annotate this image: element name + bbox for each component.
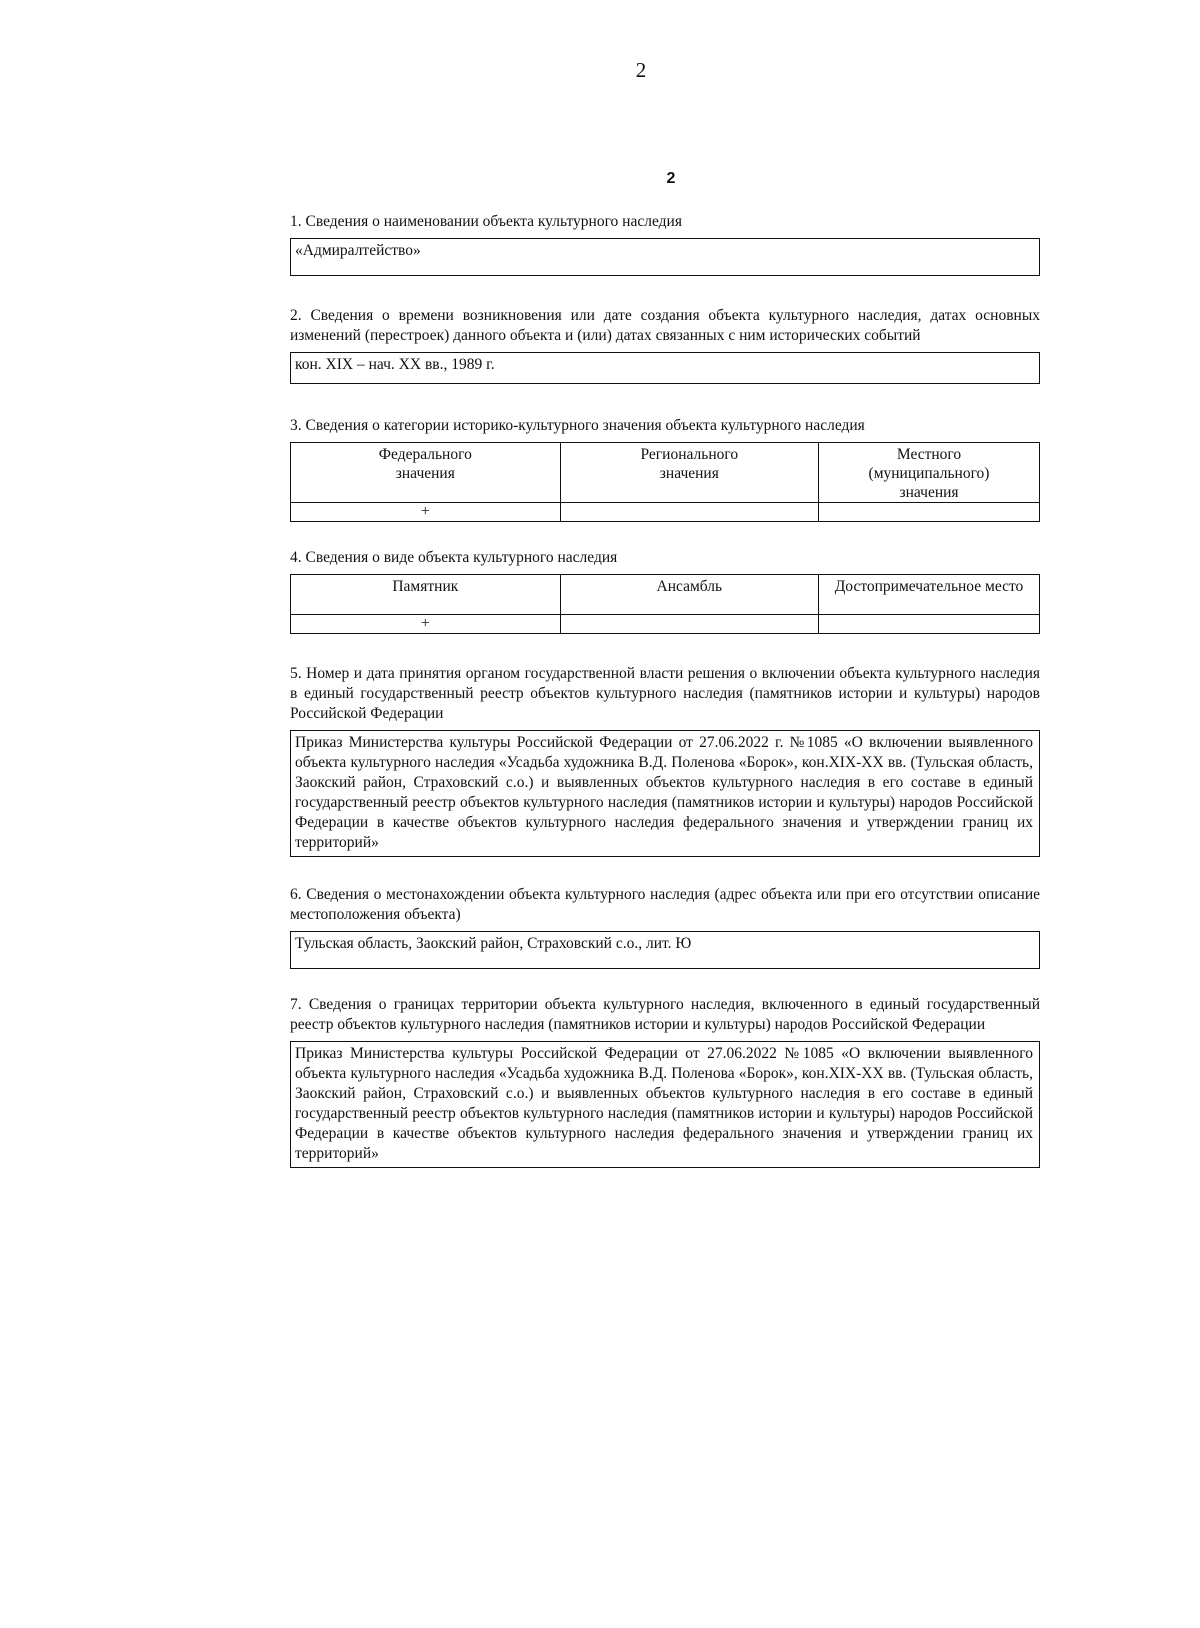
type-landmark-mark [819,615,1040,634]
category-table-mark-row [291,503,1040,522]
section-3-heading: 3. Сведения о категории историко-культурного значения объекта культурного наследия [290,417,865,434]
section-5-heading: 5. Номер и дата принятия органом государственной власти решения о включении объекта культурного наследия в единый государственный реестр объектов культурного наследия (памятников истории и культуры) народов Российской Федерации [290,665,1040,722]
category-federal-mark: + [291,503,561,522]
document-content [290,212,1040,1168]
category-regional-header: Регионального значения [560,443,818,503]
section-2-heading: 2. Сведения о времени возникновения или дате создания объекта культурного наследия, датах основных изменений (перестроек) данного объекта и (или) датах связанных с ним исторических событий [290,307,1040,344]
category-local-header: Местного (муниципального) значения [819,443,1040,503]
category-local-mark [819,503,1040,522]
section-6 [290,885,1040,969]
type-ensemble-header: Ансамбль [560,575,818,615]
section-2-value: кон. XIX – нач. XX вв., 1989 г. [290,352,1040,384]
section-1 [290,212,1040,276]
section-5 [290,664,1040,857]
type-monument-mark: + [291,615,561,634]
type-table-mark-row [291,615,1040,634]
category-regional-mark [560,503,818,522]
section-3 [290,416,1040,522]
type-table-header-row [291,575,1040,615]
page-number-inner: 2 [666,170,676,187]
page-number-top: 2 [635,58,647,82]
section-7-value: Приказ Министерства культуры Российской Федерации от 27.06.2022 №1085 «О включении выявленного объекта культурного наследия «Усадьба художника В.Д. Поленова «Борок», кон.XIX-XX вв. (Тульская область, Заокский район, Страховский с.о.) и выявленных объектов культурного наследия в его составе в единый государственный реестр объектов культурного наследия (памятников истории и культуры) народов Российской Федерации в качестве объектов культурного наследия федерального значения и утверждении границ их территорий» [290,1041,1040,1168]
type-table [290,574,1040,634]
category-table [290,442,1040,522]
category-federal-header: Федерального значения [291,443,561,503]
section-1-value: «Адмиралтейство» [290,238,1040,276]
section-7 [290,995,1040,1168]
section-6-value: Тульская область, Заокский район, Страховский с.о., лит. Ю [290,931,1040,969]
section-7-heading: 7. Сведения о границах территории объекта культурного наследия, включенного в единый государственный реестр объектов культурного наследия (памятников истории и культуры) народов Российской Федерации [290,996,1040,1033]
section-5-value: Приказ Министерства культуры Российской Федерации от 27.06.2022 г. №1085 «О включении выявленного объекта культурного наследия «Усадьба художника В.Д. Поленова «Борок», кон.XIX-XX вв. (Тульская область, Заокский район, Страховский с.о.) и выявленных объектов культурного наследия в его составе в единый государственный реестр объектов культурного наследия (памятников истории и культуры) народов Российской Федерации в качестве объектов культурного наследия федерального значения и утверждении границ их территорий» [290,730,1040,857]
section-2 [290,306,1040,384]
type-landmark-header: Достопримечательное место [819,575,1040,615]
section-4-heading: 4. Сведения о виде объекта культурного наследия [290,549,618,566]
section-6-heading: 6. Сведения о местонахождении объекта культурного наследия (адрес объекта или при его отсутствии описание местоположения объекта) [290,886,1040,923]
section-4 [290,548,1040,634]
category-table-header-row [291,443,1040,503]
section-1-heading: 1. Сведения о наименовании объекта культурного наследия [290,213,682,230]
type-ensemble-mark [560,615,818,634]
type-monument-header: Памятник [291,575,561,615]
